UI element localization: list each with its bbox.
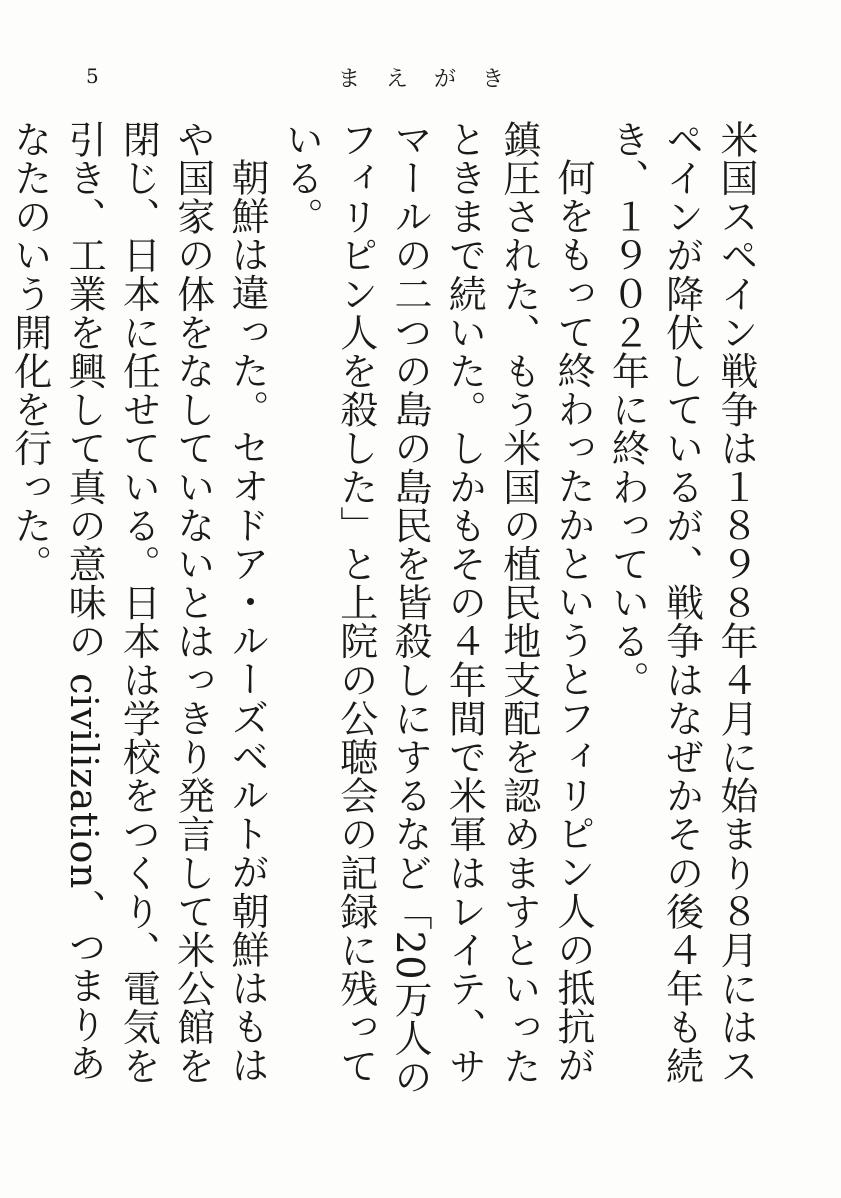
paragraph: 米国スペイン戦争は１８９８年４月に始まり８月にはスペインが降伏しているが、戦争はなぜかその後４年も続き、１９０２年に終わっている。 [605, 120, 758, 1085]
page-number: 5 [86, 64, 100, 88]
running-head: まえがき [338, 67, 531, 92]
paragraph: 何をもって終わったかというとフィリピン人の抵抗が鎮圧された、もう米国の植民地支配を認めますといったときまで続いた。しかもその４年間で米軍はレイテ、サマールの二つの島の島民を皆殺しにするなど「20万人のフィリピン人を殺した」と上院の公聴会の記録に残っている。 [279, 120, 596, 1096]
body-text [0, 120, 763, 1120]
paragraph [0, 120, 2, 1120]
paragraph: 朝鮮は違った。セオドア・ルーズベルトが朝鮮はもはや国家の体をなしていないとはっきり発言して米公館を閉じ、日本に任せている。日本は学校をつくり、電気を引き、工業を興して真の意味の civilization、つまりあなたのいう開化を行った。 [7, 120, 270, 1085]
